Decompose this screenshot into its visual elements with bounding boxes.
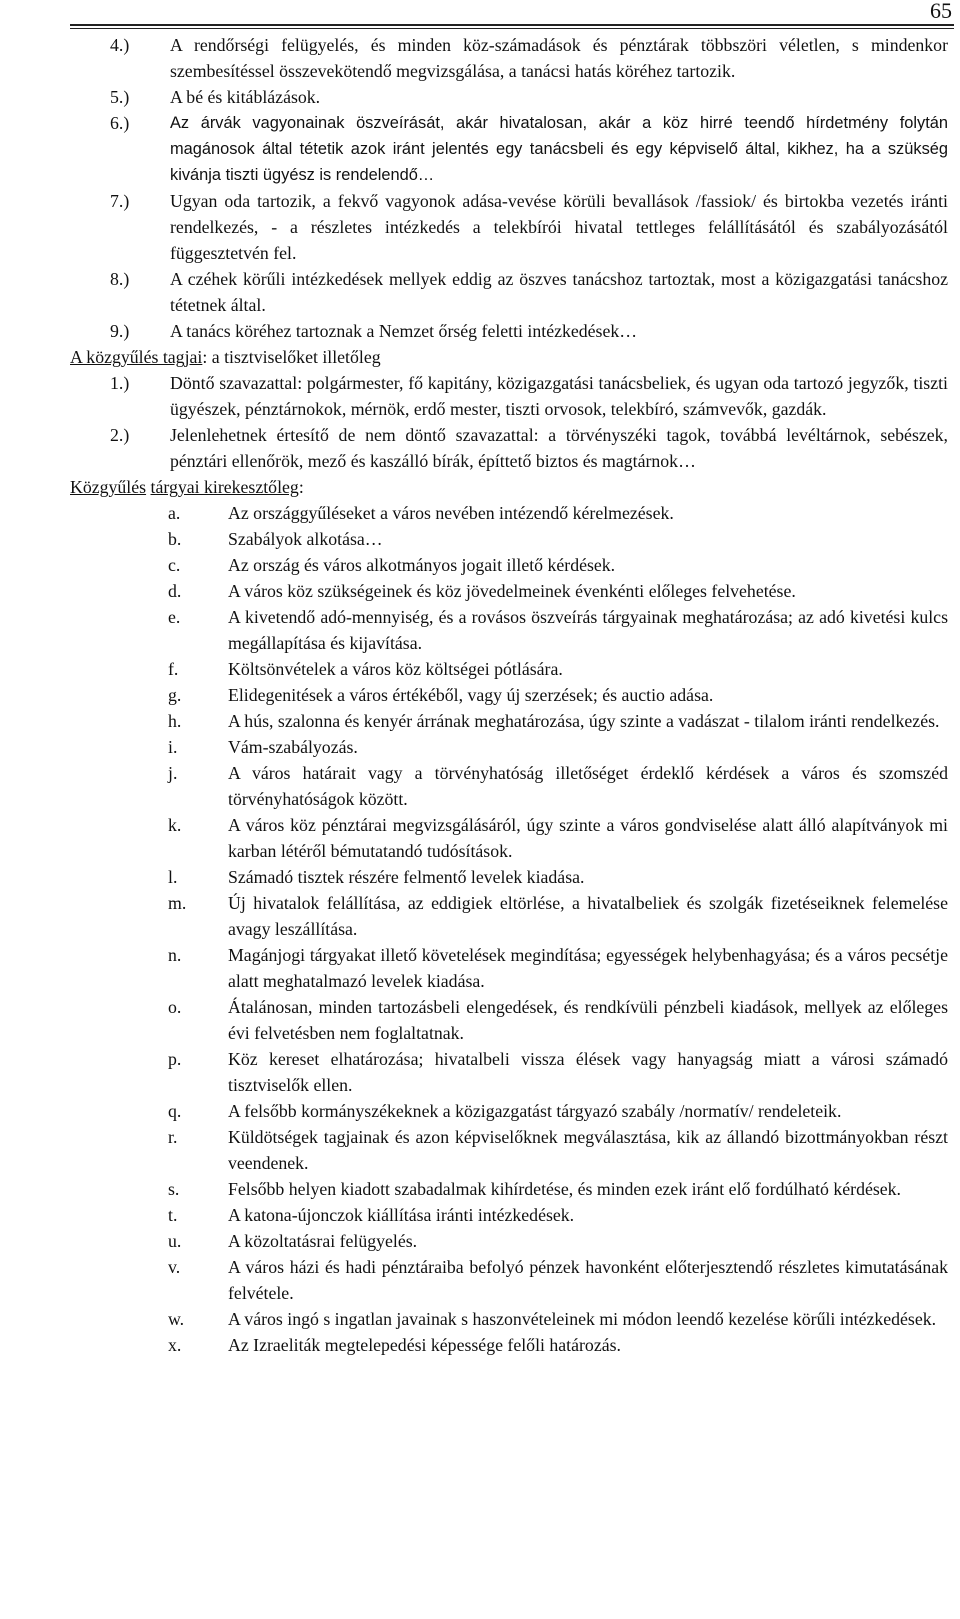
- list-item-letter: t.: [168, 1205, 178, 1225]
- lettered-list-subjects: [70, 500, 948, 1358]
- document-body: [70, 32, 948, 1358]
- list-item-letter: g.: [168, 685, 182, 705]
- list-item-letter: a.: [168, 503, 181, 523]
- list-item-text: Döntő szavazattal: polgármester, fő kapitány, közigazgatási tanácsbeliek, és ugyan oda tartozó jegyzők, tiszti ügyészek, pénztárnokok, mérnök, erdő mester, tiszti orvosok, telekbíró, számvevők, gazdák.: [170, 373, 948, 419]
- list-item-text: A kivetendő adó-mennyiség, és a rovásos öszveírás tárgyainak meghatározása; az adó kivetési kulcs megállapítása és kijavítása.: [228, 607, 948, 653]
- section-heading-subjects-underlined-1: Közgyűlés: [70, 477, 147, 497]
- list-item-letter: k.: [168, 815, 182, 835]
- list-item-text: Köz kereset elhatározása; hivatalbeli vissza élések vagy hanyagság miatt a városi számadó tisztviselők ellen.: [228, 1049, 948, 1095]
- list-item-text: Átalánosan, minden tartozásbeli elengedések, és rendkívüli pénzbeli kiadások, mellyek az előleges évi felvetésben nem foglaltatnak.: [228, 997, 948, 1043]
- list-item-text: Az árvák vagyonainak öszveírását, akár hivatalosan, akár a köz hirré teendő hírdetmény folytán magánosok által tétetik azok iránt jelentés egy tanácsbeli és egy képviselő által, kikhez, ha a szükség kivánja tiszti ügyész is rendelendő…: [170, 114, 948, 184]
- list-item-letter: b.: [168, 529, 182, 549]
- list-item: [70, 1202, 948, 1228]
- list-item-text: Jelenlehetnek értesítő de nem döntő szavazattal: a törvényszéki tagok, továbbá levéltárnok, sebészek, pénztári ellenőrök, mező és kaszálló bírák, építtető biztos és magtárnok…: [170, 425, 948, 471]
- list-item: [70, 318, 948, 344]
- list-item-letter: r.: [168, 1127, 178, 1147]
- list-item: [70, 1098, 948, 1124]
- section-heading-subjects: [70, 474, 948, 500]
- list-item-letter: i.: [168, 737, 178, 757]
- list-item-text: Új hivatalok felállítása, az eddigiek eltörlése, a hivatalbeliek és szolgák fizetéseiknek felemelése avagy leszállítása.: [228, 893, 948, 939]
- list-item-number: 5.): [110, 87, 130, 107]
- list-item: [70, 682, 948, 708]
- section-heading-subjects-rest: :: [298, 477, 304, 497]
- list-item-text: A bé és kitáblázások.: [170, 87, 321, 107]
- list-item: [70, 1306, 948, 1332]
- list-item-letter: o.: [168, 997, 182, 1017]
- list-item-letter: e.: [168, 607, 181, 627]
- list-item: [70, 708, 948, 734]
- list-item-text: A katona-újonczok kiállítása iránti intézkedések.: [228, 1205, 575, 1225]
- list-item-text: A város házi és hadi pénztáraiba befolyó pénzek havonként előterjesztendő részletes kimutatásának felvétele.: [228, 1257, 948, 1303]
- section-heading-members: [70, 344, 948, 370]
- list-item-letter: n.: [168, 945, 182, 965]
- list-item-letter: x.: [168, 1335, 182, 1355]
- list-item: [70, 1254, 948, 1306]
- list-item: [70, 578, 948, 604]
- list-item-letter: c.: [168, 555, 181, 575]
- list-item: [70, 994, 948, 1046]
- numbered-list-council: [70, 32, 948, 344]
- list-item: [70, 1228, 948, 1254]
- list-item-text: Elidegenitések a város értékéből, vagy új szerzések; és auctio adása.: [228, 685, 714, 705]
- list-item-text: A város határait vagy a törvényhatóság illetőséget érdeklő kérdések a város és szomszéd törvényhatóságok között.: [228, 763, 948, 809]
- list-item: [70, 812, 948, 864]
- list-item-text: Szabályok alkotása…: [228, 529, 383, 549]
- list-item: [70, 942, 948, 994]
- list-item: [70, 760, 948, 812]
- list-item-text: Az Izraeliták megtelepedési képessége felőli határozás.: [228, 1335, 621, 1355]
- list-item-number: 2.): [110, 425, 130, 445]
- list-item-text: A város ingó s ingatlan javainak s haszonvételeinek mi módon leendő kezelése körűli intézkedések.: [228, 1309, 937, 1329]
- list-item: [70, 1176, 948, 1202]
- list-item-letter: v.: [168, 1257, 181, 1277]
- list-item: [70, 188, 948, 266]
- list-item: [70, 1124, 948, 1176]
- list-item-number: 4.): [110, 35, 130, 55]
- header-rule-thin: [70, 28, 954, 29]
- numbered-list-members: [70, 370, 948, 474]
- list-item-letter: m.: [168, 893, 187, 913]
- list-item-text: Vám-szabályozás.: [228, 737, 358, 757]
- list-item-text: Költsönvételek a város köz költségei pótlására.: [228, 659, 563, 679]
- list-item: [70, 110, 948, 188]
- list-item: [70, 890, 948, 942]
- list-item-text: Az ország és város alkotmányos jogait illető kérdések.: [228, 555, 616, 575]
- list-item-letter: l.: [168, 867, 178, 887]
- list-item: [70, 370, 948, 422]
- list-item-text: A czéhek körűli intézkedések mellyek eddig az öszves tanácshoz tartoztak, most a közigazgatási tanácshoz tétetnek által.: [170, 269, 948, 315]
- list-item: [70, 32, 948, 84]
- list-item-letter: p.: [168, 1049, 182, 1069]
- list-item-letter: d.: [168, 581, 182, 601]
- page-number: 65: [930, 0, 952, 23]
- list-item-text: A közoltatásrai felügyelés.: [228, 1231, 418, 1251]
- list-item-text: Ugyan oda tartozik, a fekvő vagyonok adása-vevése körüli bevallások /fassiok/ és birtokba vezetés iránti rendelkezés, - a részletes intézkedés a telekbírói hivatal tettleges felállításától és szabályozásától függesztetvén fel.: [170, 191, 948, 263]
- list-item-text: A felsőbb kormányszékeknek a közigazgatást tárgyazó szabály /normatív/ rendeleteik.: [228, 1101, 842, 1121]
- list-item: [70, 526, 948, 552]
- list-item-letter: w.: [168, 1309, 185, 1329]
- list-item: [70, 552, 948, 578]
- list-item-text: Számadó tisztek részére felmentő levelek kiadása.: [228, 867, 585, 887]
- list-item: [70, 84, 948, 110]
- list-item-letter: q.: [168, 1101, 182, 1121]
- list-item-text: A város köz szükségeinek és köz jövedelmeinek évenkénti előleges felvehetése.: [228, 581, 796, 601]
- list-item-text: Az országgyűléseket a város nevében intézendő kérelmezések.: [228, 503, 674, 523]
- list-item-number: 9.): [110, 321, 130, 341]
- list-item-text: Magánjogi tárgyakat illető követelések megindítása; egyességek helybenhagyása; és a város pecsétje alatt meghatalmazó levelek kiadása.: [228, 945, 948, 991]
- list-item-text: Felsőbb helyen kiadott szabadalmak kihírdetése, és minden ezek iránt elő fordúlható kérdések.: [228, 1179, 901, 1199]
- section-heading-members-underlined: A közgyűlés tagjai: [70, 347, 203, 367]
- list-item: [70, 656, 948, 682]
- header-rule: [70, 24, 954, 26]
- list-item: [70, 1332, 948, 1358]
- list-item: [70, 734, 948, 760]
- list-item-number: 6.): [110, 113, 130, 133]
- section-heading-members-rest: : a tisztviselőket illetőleg: [202, 347, 381, 367]
- list-item: [70, 422, 948, 474]
- list-item-text: Küldötségek tagjainak és azon képviselőknek megválasztása, kik az állandó bizottmányokban részt veendenek.: [228, 1127, 948, 1173]
- list-item-letter: f.: [168, 659, 179, 679]
- list-item: [70, 604, 948, 656]
- list-item-letter: u.: [168, 1231, 182, 1251]
- list-item: [70, 1046, 948, 1098]
- list-item-number: 1.): [110, 373, 130, 393]
- list-item-letter: h.: [168, 711, 182, 731]
- list-item-number: 7.): [110, 191, 130, 211]
- list-item-letter: s.: [168, 1179, 180, 1199]
- list-item-text: A hús, szalonna és kenyér árrának meghatározása, úgy szinte a vadászat - tilalom iránti rendelkezés.: [228, 711, 940, 731]
- list-item: [70, 266, 948, 318]
- section-heading-subjects-underlined-2: tárgyai kirekesztőleg: [150, 477, 299, 497]
- list-item-text: A rendőrségi felügyelés, és minden köz-számadások és pénztárak többszöri véletlen, s mindenkor szembesítéssel összevekötendő megvizsgálása, a tanácsi hatás köréhez tartozik.: [170, 35, 948, 81]
- list-item-text: A tanács köréhez tartoznak a Nemzet őrség feletti intézkedések…: [170, 321, 638, 341]
- list-item: [70, 500, 948, 526]
- list-item-letter: j.: [168, 763, 178, 783]
- list-item: [70, 864, 948, 890]
- list-item-number: 8.): [110, 269, 130, 289]
- list-item-text: A város köz pénztárai megvizsgálásáról, úgy szinte a város gondviselése alatt álló alapítványok mi karban létéről bémutatandó tudósítások.: [228, 815, 948, 861]
